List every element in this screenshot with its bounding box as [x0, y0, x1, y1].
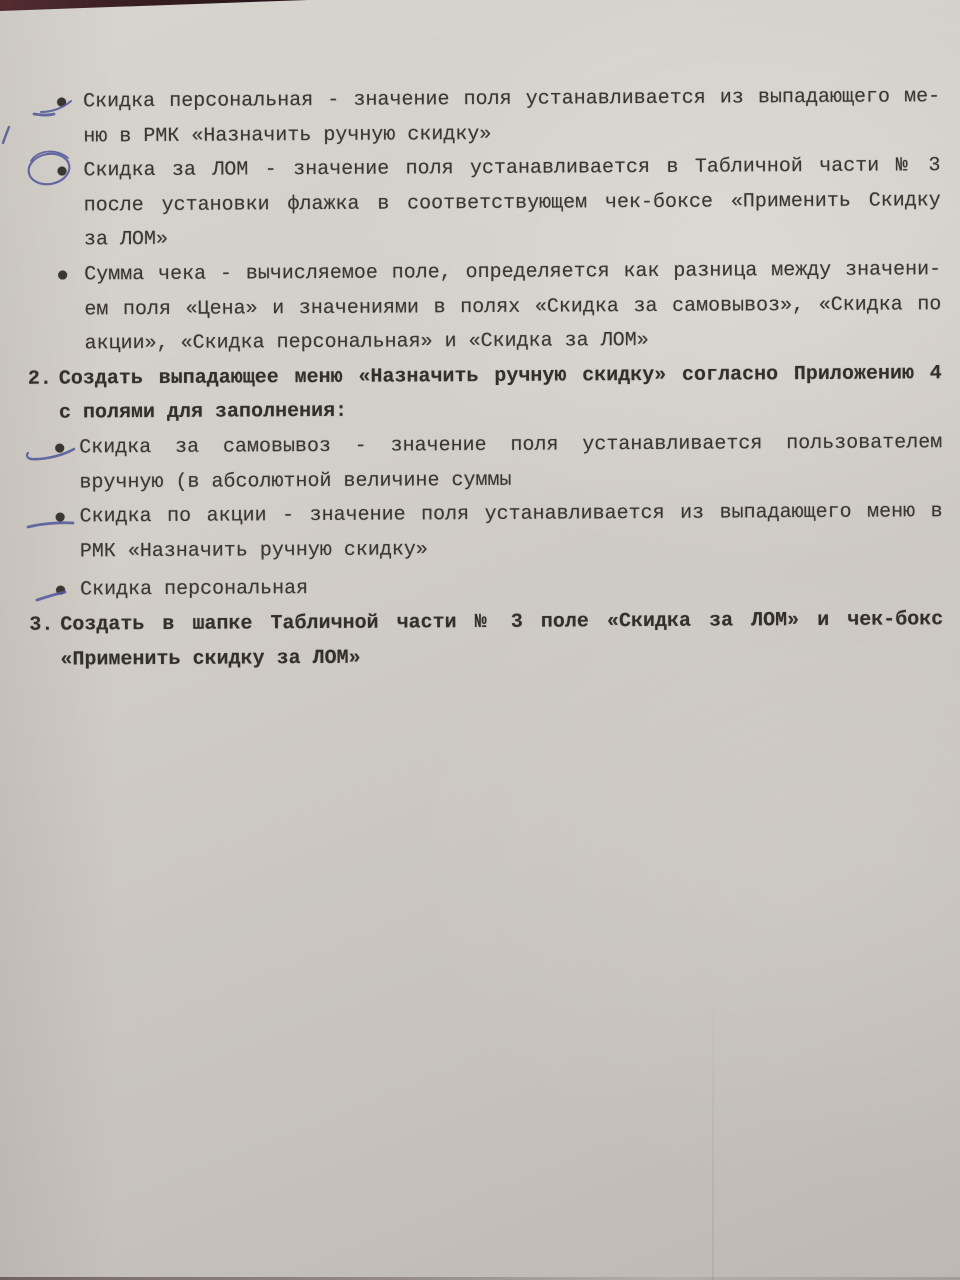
bullet-item-personal-discount	[0, 80, 960, 155]
bullet-item-personal-discount-short	[3, 568, 960, 608]
text-line: акции», «Скидка персональная» и «Скидка за ЛОМ»	[84, 329, 649, 356]
text-line: Создать в шапке Табличной части № 3 поле «Скидка за ЛОМ» и чек-бокс 3.	[60, 603, 943, 643]
numbered-item-3	[3, 603, 960, 678]
bullet-item-pickup-discount	[2, 426, 960, 501]
bullet-icon	[56, 586, 65, 595]
bullet-item-check-sum	[1, 253, 960, 363]
text-line: РМК «Назначить ручную скидку»	[79, 538, 428, 564]
bullet-icon	[58, 270, 67, 279]
bullet-item-promo-discount	[3, 495, 960, 570]
bullet-item-lom-discount	[0, 149, 960, 259]
numbered-item-2	[2, 357, 960, 432]
text-line: «Применить скидку за ЛОМ»	[60, 646, 361, 672]
text-line: Создать выпадающее меню «Назначить ручную скидку» согласно Приложению 4 2.	[59, 357, 942, 397]
bullet-icon	[57, 98, 66, 107]
text-line: ем поля «Цена» и значениями в полях «Скидка за самовывоз», «Скидка по	[84, 292, 942, 321]
item-number: 3.	[29, 613, 54, 637]
text-line: с полями для заполнения:	[58, 400, 348, 425]
text-line: ню в РМК «Назначить ручную скидку»	[83, 122, 492, 149]
item-number: 2.	[27, 367, 52, 391]
bullet-icon	[55, 443, 64, 452]
table-corner-top-left	[0, 0, 308, 11]
text-line: Скидка за самовывоз - значение поля устанавливается пользователем	[79, 426, 942, 466]
text-line: Сумма чека - вычисляемое поле, определяется как разница между значени-	[84, 253, 941, 293]
text-line: Скидка персональная	[80, 568, 943, 608]
document-text	[0, 80, 960, 678]
text-line: Скидка за ЛОМ - значение поля устанавливается в Табличной части № 3	[83, 149, 940, 189]
text-line: Скидка персональная - значение поля устанавливается из выпадающего ме-	[83, 80, 940, 120]
paper-crease	[712, 980, 714, 1280]
text-line: Скидка по акции - значение поля устанавливается из выпадающего меню в	[80, 495, 943, 535]
bullet-icon	[58, 167, 67, 176]
text-line: вручную (в абсолютной величине суммы	[79, 468, 512, 494]
text-line: за ЛОМ»	[83, 228, 169, 252]
text-line: после установки флажка в соответствующем чек-боксе «Применить Скидку	[83, 188, 941, 218]
bullet-icon	[56, 513, 65, 522]
